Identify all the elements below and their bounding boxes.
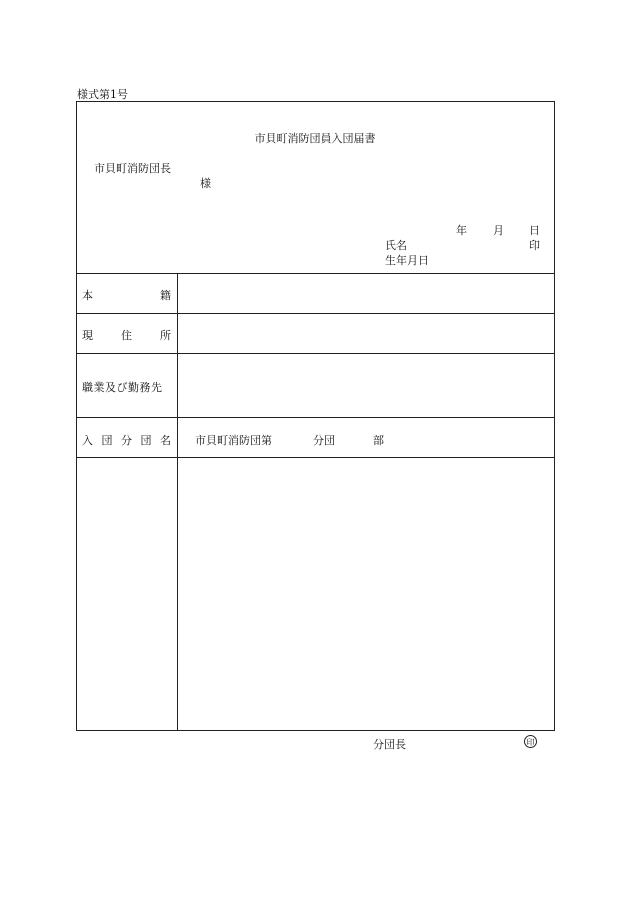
honorific: 様 <box>200 177 211 190</box>
row-divider <box>76 313 555 314</box>
label-char: 団 <box>101 434 113 447</box>
label-char: 籍 <box>160 289 171 302</box>
label-char: 住 <box>121 329 132 342</box>
addressee: 市貝町消防団長 <box>94 162 171 175</box>
unit-bu: 部 <box>373 434 384 447</box>
label-char: 名 <box>160 434 171 447</box>
label-char: 団 <box>140 434 152 447</box>
chief-label: 分団長 <box>373 738 406 751</box>
column-divider <box>177 273 178 731</box>
row-divider <box>76 353 555 354</box>
label-char: 本 <box>82 289 93 302</box>
birth-date-label: 生年月日 <box>385 254 429 267</box>
unit-prefix: 市貝町消防団第 <box>195 434 272 447</box>
seal-icon: 印 <box>524 735 537 748</box>
form-number: 様式第1号 <box>77 88 128 101</box>
date-year: 年 <box>456 224 467 237</box>
form-frame <box>76 101 555 731</box>
label-char: 現 <box>82 329 93 342</box>
seal-label: 印 <box>529 239 540 252</box>
form-title: 市貝町消防団員入団届書 <box>254 132 376 145</box>
label-address <box>82 327 171 343</box>
date-day: 日 <box>529 224 540 237</box>
row-divider <box>76 457 555 458</box>
label-unit <box>82 432 171 448</box>
label-honseki <box>82 287 171 303</box>
unit-bundan: 分団 <box>313 434 335 447</box>
name-label: 氏名 <box>385 239 407 252</box>
label-char: 分 <box>121 434 132 447</box>
label-char: 入 <box>82 434 93 447</box>
label-occupation: 職業及び勤務先 <box>82 381 163 394</box>
row-divider <box>76 417 555 418</box>
label-char: 所 <box>160 329 171 342</box>
date-month: 月 <box>493 224 504 237</box>
row-divider <box>76 273 555 274</box>
